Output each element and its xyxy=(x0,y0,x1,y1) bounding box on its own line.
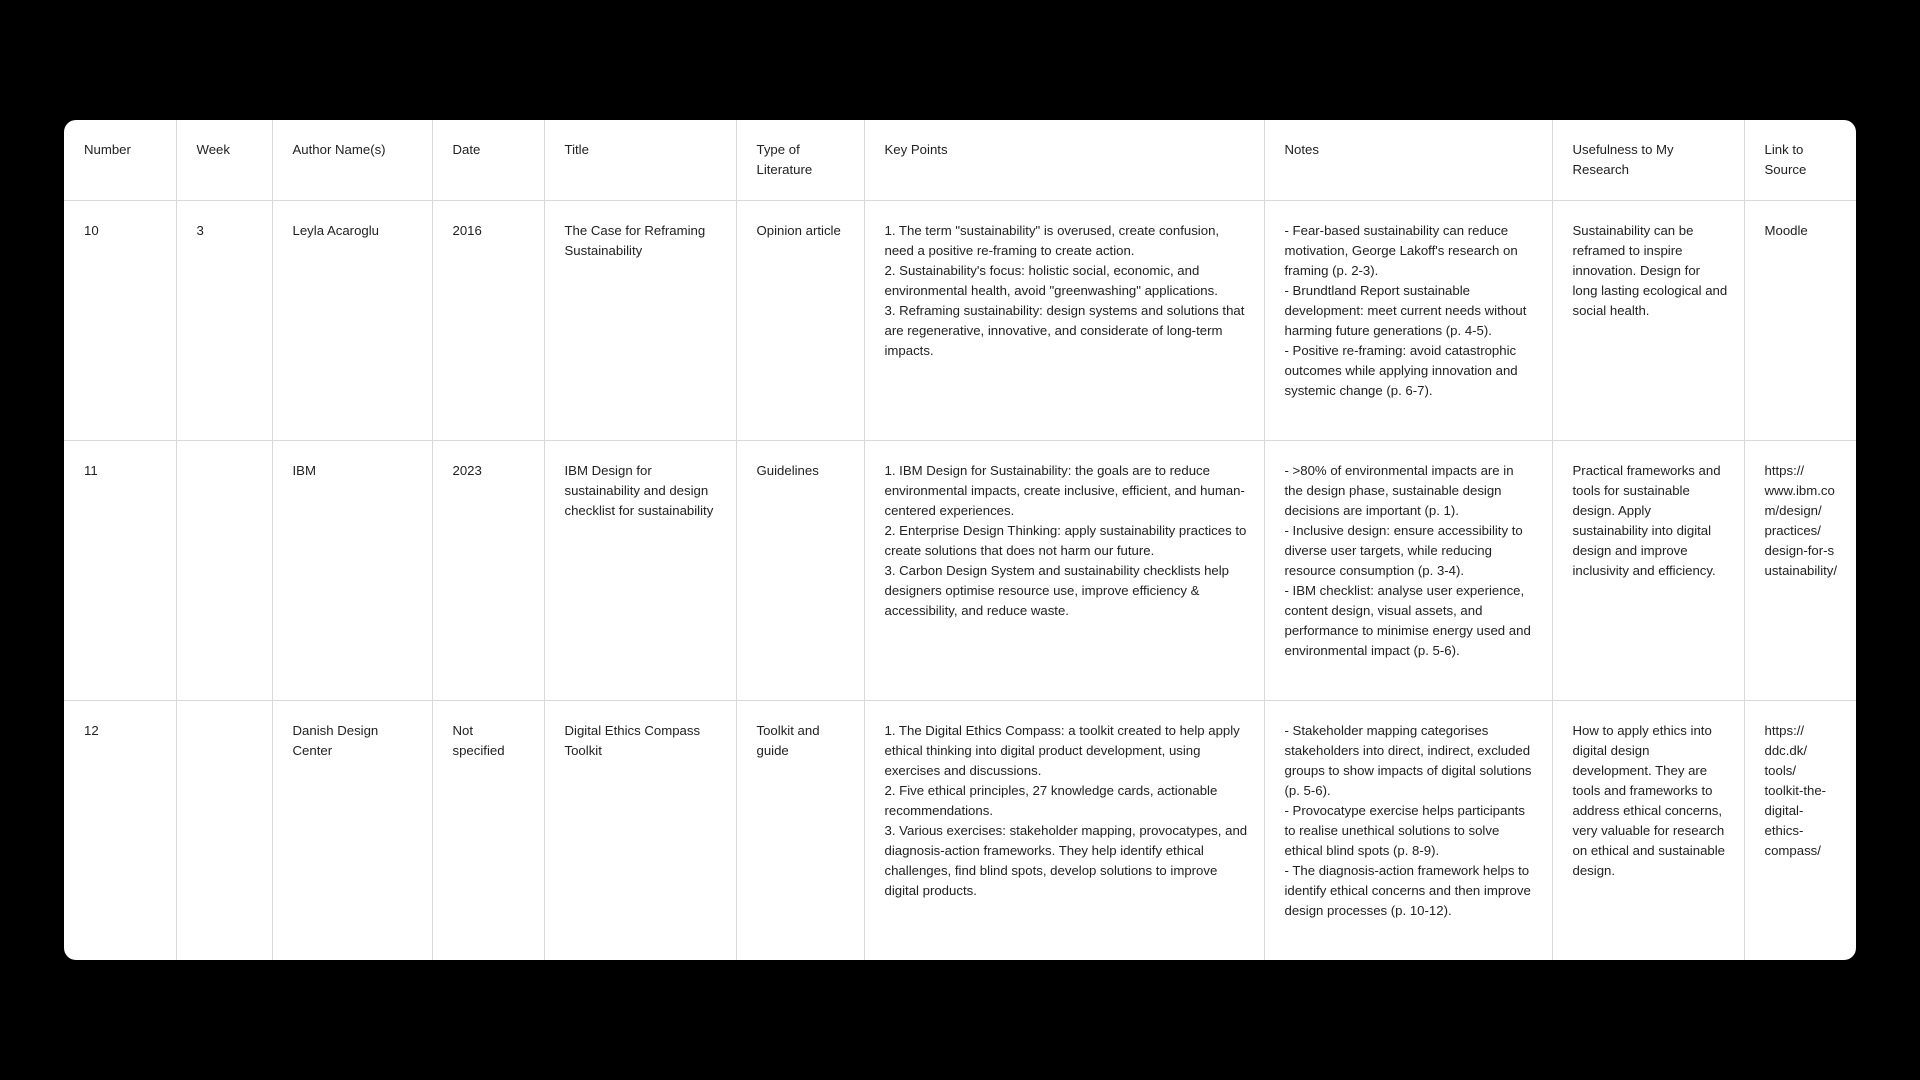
header-type: Type of Literature xyxy=(736,120,864,200)
cell-title: Digital Ethics Compass Toolkit xyxy=(544,700,736,960)
table-row xyxy=(64,700,1856,960)
cell-type: Guidelines xyxy=(736,440,864,700)
header-week: Week xyxy=(176,120,272,200)
cell-notes: - Stakeholder mapping categorises stakeholders into direct, indirect, excluded groups to show impacts of digital solutions (p. 5-6). - Provocatype exercise helps participants to realise unethical solutions to solve ethical blind spots (p. 8-9). - The diagnosis-action framework helps to identify ethical concerns and then improve design processes (p. 10-12). xyxy=(1264,700,1552,960)
cell-date: 2023 xyxy=(432,440,544,700)
cell-type: Opinion article xyxy=(736,200,864,440)
table-header-row xyxy=(64,120,1856,200)
cell-week xyxy=(176,440,272,700)
table-row xyxy=(64,200,1856,440)
header-key-points: Key Points xyxy=(864,120,1264,200)
cell-usefulness: Sustainability can be reframed to inspire innovation. Design for long lasting ecological and social health. xyxy=(1552,200,1744,440)
header-notes: Notes xyxy=(1264,120,1552,200)
cell-link: Moodle xyxy=(1744,200,1856,440)
cell-date: Not specified xyxy=(432,700,544,960)
header-usefulness: Usefulness to My Research xyxy=(1552,120,1744,200)
literature-review-table xyxy=(64,120,1856,960)
cell-link: https:// ddc.dk/ tools/ toolkit-the- digital- ethics- compass/ xyxy=(1744,700,1856,960)
cell-author: IBM xyxy=(272,440,432,700)
cell-usefulness: How to apply ethics into digital design development. They are tools and frameworks to address ethical concerns, very valuable for research on ethical and sustainable design. xyxy=(1552,700,1744,960)
cell-link: https:// www.ibm.com/design/ practices/ design-for-sustainability/ xyxy=(1744,440,1856,700)
cell-week: 3 xyxy=(176,200,272,440)
header-title: Title xyxy=(544,120,736,200)
cell-key-points: 1. The Digital Ethics Compass: a toolkit created to help apply ethical thinking into digital product development, using exercises and discussions. 2. Five ethical principles, 27 knowledge cards, actionable recommendations. 3. Various exercises: stakeholder mapping, provocatypes, and diagnosis-action frameworks. They help identify ethical challenges, find blind spots, develop solutions to improve digital products. xyxy=(864,700,1264,960)
table-row xyxy=(64,440,1856,700)
header-number: Number xyxy=(64,120,176,200)
cell-notes: - >80% of environmental impacts are in the design phase, sustainable design decisions are important (p. 1). - Inclusive design: ensure accessibility to diverse user targets, while reducing resource consumption (p. 3-4). - IBM checklist: analyse user experience, content design, visual assets, and performance to minimise energy used and environmental impact (p. 5-6). xyxy=(1264,440,1552,700)
cell-key-points: 1. The term "sustainability" is overused, create confusion, need a positive re-framing to create action. 2. Sustainability's focus: holistic social, economic, and environmental health, avoid "greenwashing" applications. 3. Reframing sustainability: design systems and solutions that are regenerative, innovative, and considerate of long-term impacts. xyxy=(864,200,1264,440)
cell-usefulness: Practical frameworks and tools for sustainable design. Apply sustainability into digital design and improve inclusivity and efficiency. xyxy=(1552,440,1744,700)
literature-review-table-card xyxy=(64,120,1856,960)
cell-number: 11 xyxy=(64,440,176,700)
header-link: Link to Source xyxy=(1744,120,1856,200)
cell-number: 10 xyxy=(64,200,176,440)
cell-number: 12 xyxy=(84,722,99,738)
cell-type: Toolkit and guide xyxy=(736,700,864,960)
header-author: Author Name(s) xyxy=(272,120,432,200)
cell-author: Leyla Acaroglu xyxy=(272,200,432,440)
header-date: Date xyxy=(432,120,544,200)
cell-key-points: 1. IBM Design for Sustainability: the goals are to reduce environmental impacts, create inclusive, efficient, and human-centered experiences. 2. Enterprise Design Thinking: apply sustainability practices to create solutions that does not harm our future. 3. Carbon Design System and sustainability checklists help designers optimise resource use, improve efficiency & accessibility, and reduce waste. xyxy=(864,440,1264,700)
cell-author: Danish Design Center xyxy=(272,700,432,960)
cell-notes: - Fear-based sustainability can reduce motivation, George Lakoff's research on framing (p. 2-3). - Brundtland Report sustainable development: meet current needs without harming future generations (p. 4-5). - Positive re-framing: avoid catastrophic outcomes while applying innovation and systemic change (p. 6-7). xyxy=(1264,200,1552,440)
cell-date: 2016 xyxy=(432,200,544,440)
cell-title: The Case for Reframing Sustainability xyxy=(544,200,736,440)
cell-week xyxy=(176,700,272,960)
cell-title: IBM Design for sustainability and design checklist for sustainability xyxy=(544,440,736,700)
